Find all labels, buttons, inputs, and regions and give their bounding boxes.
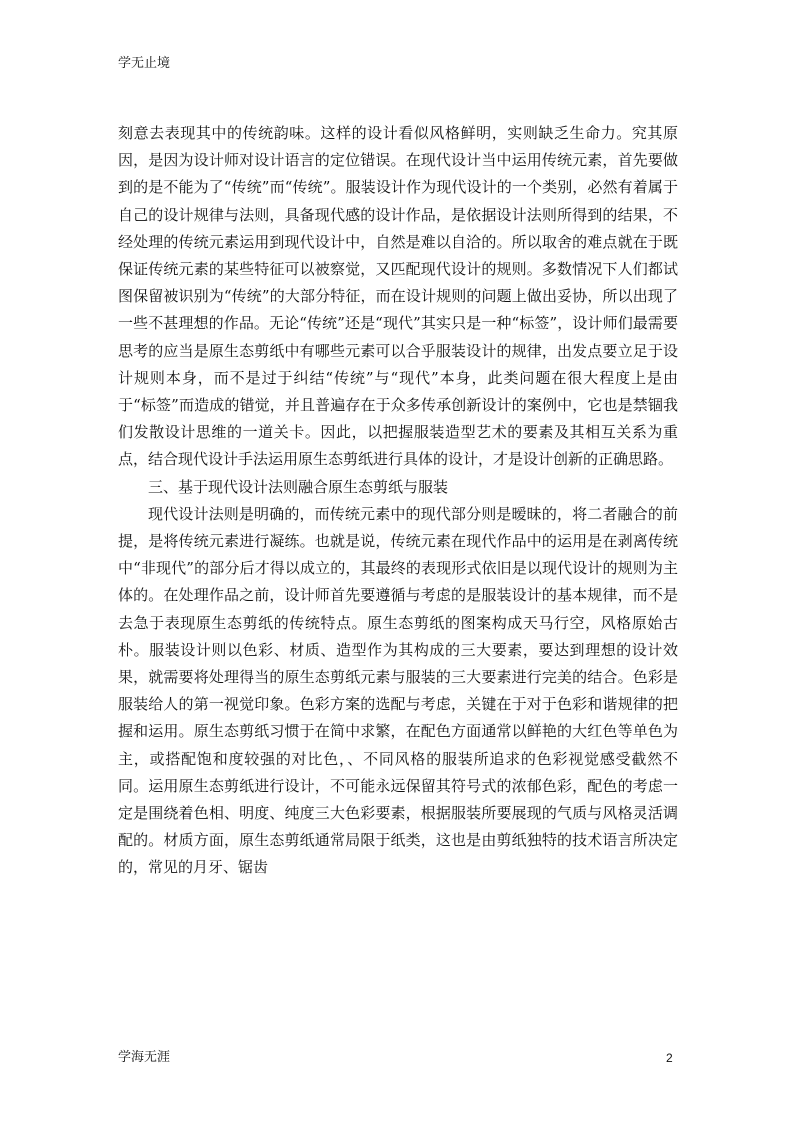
body-paragraph: 刻意去表现其中的传统韵味。这样的设计看似风格鲜明，实则缺乏生命力。究其原因，是因为设计师对设计语言的定位错误。在现代设计当中运用传统元素，首先要做到的是不能为了“传统”而“传统”。服装设计作为现代设计的一个类别，必然有着属于自己的设计规律与法则，具备现代感的设计作品，是依据设计法则所得到的结果，不经处理的传统元素运用到现代设计中，自然是难以自洽的。所以取舍的难点就在于既保证传统元素的某些特征可以被察觉，又匹配现代设计的规则。多数情况下人们都试图保留被识别为“传统”的大部分特征，而在设计规则的问题上做出妥协，所以出现了一些不甚理想的作品。无论“传统”还是“现代”其实只是一种“标签”，设计师们最需要思考的应当是原生态剪纸中有哪些元素可以合乎服装设计的规律，出发点要立足于设计规则本身，而不是过于纠结“传统”与“现代”本身，此类问题在很大程度上是由于“标签”而造成的错觉，并且普遍存在于众多传承创新设计的案例中，它也是禁锢我们发散设计思维的一道关卡。因此，以把握服装造型艺术的要素及其相互关系为重点，结合现代设计手法运用原生态剪纸进行具体的设计，才是设计创新的正确思路。: [118, 124, 678, 469]
body-paragraph: 现代设计法则是明确的，而传统元素中的现代部分则是暧昧的，将二者融合的前提，是将传统元素进行凝练。也就是说，传统元素在现代作品中的运用是在剥离传统中“非现代”的部分后才得以成立的，其最终的表现形式依旧是以现代设计的规则为主体的。在处理作品之前，设计师首先要遵循与考虑的是服装设计的基本规律，而不是去急于表现原生态剪纸的传统特点。原生态剪纸的图案构成天马行空，风格原始古朴。服装设计则以色彩、材质、造型作为其构成的三大要素，要达到理想的设计效果，就需要将处理得当的原生态剪纸元素与服装的三大要素进行完美的结合。色彩是服装给人的第一视觉印象。色彩方案的选配与考虑，关键在于对于色彩和谐规律的把握和运用。原生态剪纸习惯于在简中求繁，在配色方面通常以鲜艳的大红色等单色为主，或搭配饱和度较强的对比色，、不同风格的服装所追求的色彩视觉感受截然不同。运用原生态剪纸进行设计，不可能永远保留其符号式的浓郁色彩，配色的考虑一定是围绕着色相、明度、纯度三大色彩要素，根据服装所要展现的气质与风格灵活调配的。材质方面，原生态剪纸通常局限于纸类，这也是由剪纸独特的技术语言所决定的，常见的月牙、锯齿: [118, 504, 678, 877]
header-divider: [118, 77, 678, 78]
page-number: 2: [666, 1051, 673, 1065]
page-header: 学无止境: [118, 56, 171, 71]
document-body: [118, 120, 678, 882]
page-footer: 学海无涯: [118, 1050, 171, 1065]
section-heading: 三、基于现代设计法则融合原生态剪纸与服装: [148, 477, 449, 496]
